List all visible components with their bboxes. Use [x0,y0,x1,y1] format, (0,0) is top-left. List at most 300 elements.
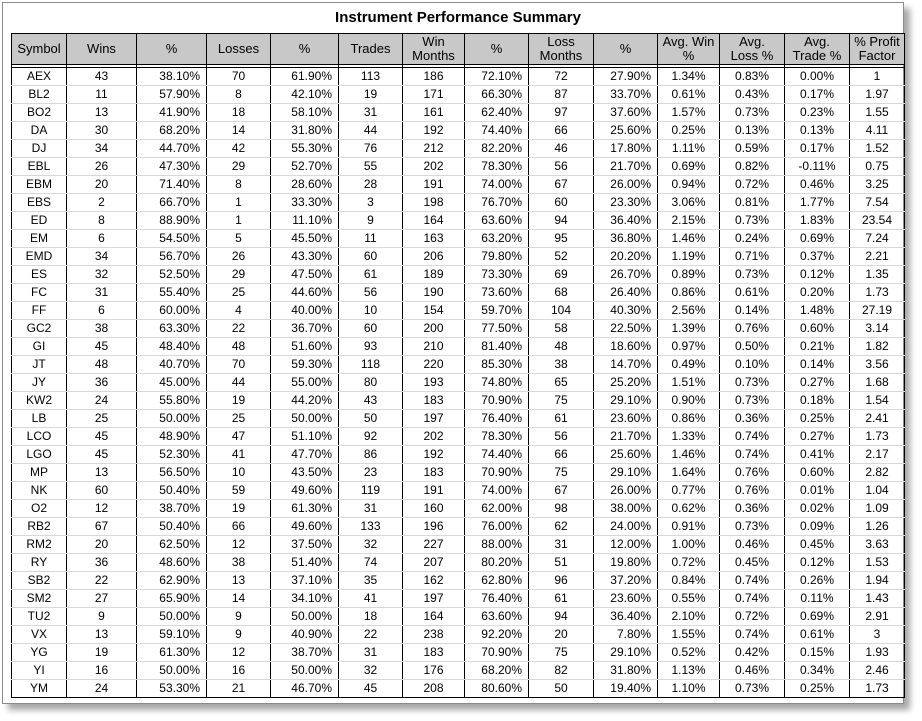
table-cell: 37.20% [594,572,658,590]
table-cell: 0.11% [785,590,850,608]
table-cell: 0.94% [658,176,720,194]
table-cell: 29.10% [594,392,658,410]
table-cell: 0.00% [785,68,850,86]
table-cell: 1.97 [850,86,905,104]
table-cell: 54.50% [137,230,207,248]
table-cell: 162 [403,572,465,590]
symbol-cell: LCO [12,428,67,446]
table-cell: 49.60% [271,518,339,536]
table-row [12,464,905,482]
table-cell: 20 [67,536,137,554]
table-cell: 20 [67,176,137,194]
table-cell: 61 [529,590,594,608]
column-header: Trades [339,34,403,65]
table-cell: 118 [339,356,403,374]
table-cell: 202 [403,428,465,446]
table-cell: 77.50% [465,320,529,338]
table-cell: 0.73% [720,680,785,698]
table-cell: 0.86% [658,284,720,302]
table-cell: 19.40% [594,680,658,698]
table-cell: 1.39% [658,320,720,338]
table-cell: 37.50% [271,536,339,554]
table-row [12,482,905,500]
table-row [12,572,905,590]
table-cell: 1.10% [658,680,720,698]
table-cell: 47 [207,428,271,446]
report-frame [2,2,904,704]
symbol-cell: RY [12,554,67,572]
table-cell: 75 [529,644,594,662]
table-cell: 14 [207,590,271,608]
table-cell: 88.90% [137,212,207,230]
table-cell: 0.72% [720,608,785,626]
table-cell: 1.57% [658,104,720,122]
table-cell: 1.51% [658,374,720,392]
table-cell: 48 [529,338,594,356]
table-cell: 72.10% [465,68,529,86]
symbol-cell: AEX [12,68,67,86]
table-cell: 68.20% [137,122,207,140]
table-cell: 88.00% [465,536,529,554]
table-cell: 20 [529,626,594,644]
symbol-cell: O2 [12,500,67,518]
table-cell: 55 [339,158,403,176]
table-cell: 25.60% [594,122,658,140]
table-cell: 26.40% [594,284,658,302]
symbol-cell: EM [12,230,67,248]
table-cell: 29.10% [594,464,658,482]
table-cell: 19.80% [594,554,658,572]
column-header: Win Months [403,34,465,65]
table-cell: 42.10% [271,86,339,104]
table-cell: 86 [339,446,403,464]
table-cell: 0.74% [720,626,785,644]
table-cell: 1.04 [850,482,905,500]
table-cell: 47.50% [271,266,339,284]
table-cell: 38.70% [271,644,339,662]
table-row [12,410,905,428]
table-cell: 26.70% [594,266,658,284]
table-row [12,194,905,212]
table-cell: 50.40% [137,518,207,536]
table-cell: 23.54 [850,212,905,230]
table-cell: 44 [339,122,403,140]
table-cell: 70.90% [465,464,529,482]
table-cell: 61 [529,410,594,428]
table-cell: 48.40% [137,338,207,356]
table-cell: 47.30% [137,158,207,176]
table-cell: 13 [67,104,137,122]
table-cell: 0.18% [785,392,850,410]
table-cell: 51 [529,554,594,572]
table-cell: 0.13% [720,122,785,140]
symbol-cell: ES [12,266,67,284]
table-cell: 45 [67,338,137,356]
table-cell: 58 [529,320,594,338]
table-cell: 36.80% [594,230,658,248]
table-row [12,500,905,518]
header-row [12,34,905,65]
table-cell: 0.55% [658,590,720,608]
performance-table [11,33,905,698]
table-cell: 0.34% [785,662,850,680]
table-cell: 0.10% [720,356,785,374]
table-cell: 202 [403,158,465,176]
table-cell: 34.10% [271,590,339,608]
table-row [12,68,905,86]
table-cell: 0.72% [658,554,720,572]
table-cell: 0.73% [720,212,785,230]
table-cell: 56 [339,284,403,302]
table-cell: 1.55% [658,626,720,644]
table-cell: 3.63 [850,536,905,554]
symbol-cell: YM [12,680,67,698]
table-cell: 1.43 [850,590,905,608]
symbol-cell: BL2 [12,86,67,104]
symbol-cell: SB2 [12,572,67,590]
table-cell: 0.37% [785,248,850,266]
column-header: Loss Months [529,34,594,65]
table-cell: 34 [67,140,137,158]
table-cell: 1.46% [658,230,720,248]
table-cell: 80 [339,374,403,392]
table-cell: 1 [207,212,271,230]
table-cell: 2.82 [850,464,905,482]
table-cell: 191 [403,176,465,194]
table-cell: 220 [403,356,465,374]
symbol-cell: LGO [12,446,67,464]
table-cell: 1.13% [658,662,720,680]
table-cell: 238 [403,626,465,644]
table-cell: 0.27% [785,428,850,446]
table-cell: 68 [529,284,594,302]
table-cell: 31 [67,284,137,302]
table-cell: 0.84% [658,572,720,590]
table-cell: 0.69% [658,158,720,176]
column-header: Losses [207,34,271,65]
table-cell: 59 [207,482,271,500]
table-cell: 61.30% [137,644,207,662]
table-cell: 94 [529,608,594,626]
table-cell: 7.54 [850,194,905,212]
symbol-cell: YG [12,644,67,662]
table-cell: 25.60% [594,446,658,464]
table-cell: 30 [67,122,137,140]
table-cell: 191 [403,482,465,500]
table-cell: 2.46 [850,662,905,680]
table-cell: 50.00% [271,410,339,428]
table-cell: 0.72% [720,176,785,194]
table-cell: 197 [403,590,465,608]
table-cell: 0.27% [785,374,850,392]
table-cell: 41 [207,446,271,464]
table-cell: 56 [529,158,594,176]
table-cell: 183 [403,644,465,662]
table-cell: 62.40% [465,104,529,122]
column-header: % [271,34,339,65]
table-cell: 210 [403,338,465,356]
table-cell: 48 [207,338,271,356]
table-cell: 192 [403,122,465,140]
table-cell: 11 [67,86,137,104]
symbol-cell: RB2 [12,518,67,536]
table-cell: 63.20% [465,230,529,248]
table-cell: 192 [403,446,465,464]
table-cell: 12 [207,536,271,554]
table-cell: 74.80% [465,374,529,392]
symbol-cell: EBS [12,194,67,212]
table-cell: 87 [529,86,594,104]
table-cell: 26 [207,248,271,266]
table-cell: 63.60% [465,212,529,230]
table-cell: 8 [207,176,271,194]
table-cell: 31 [529,536,594,554]
table-cell: 85.30% [465,356,529,374]
table-cell: 52.30% [137,446,207,464]
table-cell: 3.25 [850,176,905,194]
table-cell: 0.41% [785,446,850,464]
table-cell: 0.83% [720,68,785,86]
table-cell: 1.34% [658,68,720,86]
table-cell: 61 [339,266,403,284]
table-cell: 0.01% [785,482,850,500]
table-cell: 227 [403,536,465,554]
table-cell: 57.90% [137,86,207,104]
table-cell: 67 [529,176,594,194]
table-cell: 0.14% [785,356,850,374]
symbol-cell: ED [12,212,67,230]
table-cell: 6 [67,302,137,320]
table-cell: 1.53 [850,554,905,572]
table-cell: 66.30% [465,86,529,104]
table-cell: 67 [529,482,594,500]
table-cell: 7.24 [850,230,905,248]
table-cell: 45.00% [137,374,207,392]
table-cell: 208 [403,680,465,698]
table-cell: 28 [339,176,403,194]
table-cell: 98 [529,500,594,518]
table-cell: 1.82 [850,338,905,356]
table-cell: 0.50% [720,338,785,356]
table-cell: 36 [67,554,137,572]
table-cell: 0.49% [658,356,720,374]
table-cell: 0.36% [720,500,785,518]
table-cell: 51.40% [271,554,339,572]
table-row [12,302,905,320]
table-cell: 70.90% [465,644,529,662]
table-cell: 74.40% [465,122,529,140]
report-title: Instrument Performance Summary [335,9,581,26]
table-cell: 0.45% [720,554,785,572]
table-cell: 23.60% [594,590,658,608]
table-cell: 75 [529,464,594,482]
table-row [12,158,905,176]
table-cell: 1.48% [785,302,850,320]
table-cell: 24 [67,680,137,698]
table-cell: 43.30% [271,248,339,266]
table-cell: 0.09% [785,518,850,536]
table-cell: 43 [67,68,137,86]
column-header: % [594,34,658,65]
table-cell: 3.06% [658,194,720,212]
table-cell: 82.20% [465,140,529,158]
table-cell: 21.70% [594,158,658,176]
table-cell: 1.93 [850,644,905,662]
table-cell: 0.12% [785,266,850,284]
column-header: Avg. Trade % [785,34,850,65]
table-cell: 183 [403,392,465,410]
table-cell: 0.73% [720,374,785,392]
table-cell: 9 [207,626,271,644]
table-cell: 38.10% [137,68,207,86]
table-row [12,536,905,554]
table-cell: 50 [529,680,594,698]
table-cell: 40.70% [137,356,207,374]
table-cell: 11.10% [271,212,339,230]
table-cell: 0.71% [720,248,785,266]
table-cell: 13 [67,464,137,482]
table-cell: 0.24% [720,230,785,248]
table-cell: 56.50% [137,464,207,482]
table-cell: 36.70% [271,320,339,338]
table-cell: 0.74% [720,590,785,608]
table-cell: 2.21 [850,248,905,266]
symbol-cell: JT [12,356,67,374]
table-cell: 51.10% [271,428,339,446]
table-cell: 0.61% [720,284,785,302]
symbol-cell: EMD [12,248,67,266]
table-cell: 164 [403,212,465,230]
table-row [12,374,905,392]
table-cell: 59.30% [271,356,339,374]
table-cell: 5 [207,230,271,248]
table-row [12,338,905,356]
column-header: Avg. Loss % [720,34,785,65]
table-cell: 55.00% [271,374,339,392]
table-cell: 61.90% [271,68,339,86]
symbol-cell: SM2 [12,590,67,608]
table-cell: 113 [339,68,403,86]
table-cell: 29.10% [594,644,658,662]
table-row [12,140,905,158]
symbol-cell: EBM [12,176,67,194]
table-cell: 1.46% [658,446,720,464]
symbol-cell: MP [12,464,67,482]
table-cell: 2.56% [658,302,720,320]
table-cell: 0.86% [658,410,720,428]
table-cell: 63.30% [137,320,207,338]
symbol-cell: FF [12,302,67,320]
table-cell: -0.11% [785,158,850,176]
table-cell: 26.00% [594,176,658,194]
table-row [12,608,905,626]
table-cell: 38 [529,356,594,374]
table-cell: 198 [403,194,465,212]
table-cell: 9 [207,608,271,626]
table-cell: 44.60% [271,284,339,302]
table-cell: 1.33% [658,428,720,446]
table-cell: 14.70% [594,356,658,374]
table-cell: 48.60% [137,554,207,572]
table-cell: 71.40% [137,176,207,194]
column-header: % Profit Factor [850,34,905,65]
table-cell: 96 [529,572,594,590]
table-cell: 25 [207,284,271,302]
table-cell: 1 [207,194,271,212]
table-cell: 0.23% [785,104,850,122]
table-cell: 119 [339,482,403,500]
table-cell: 62.90% [137,572,207,590]
table-cell: 45 [67,446,137,464]
table-cell: 0.25% [785,680,850,698]
table-cell: 1.83% [785,212,850,230]
table-cell: 46 [529,140,594,158]
table-cell: 19 [339,86,403,104]
table-cell: 1.94 [850,572,905,590]
table-cell: 1.64% [658,464,720,482]
table-cell: 0.61% [785,626,850,644]
table-cell: 82 [529,662,594,680]
table-row [12,428,905,446]
table-cell: 75 [529,392,594,410]
table-cell: 18 [339,608,403,626]
table-cell: 41.90% [137,104,207,122]
table-cell: 44.70% [137,140,207,158]
table-cell: 2.91 [850,608,905,626]
table-cell: 59.10% [137,626,207,644]
table-cell: 206 [403,248,465,266]
table-row [12,248,905,266]
table-cell: 55.40% [137,284,207,302]
column-header: Wins [67,34,137,65]
table-cell: 12 [67,500,137,518]
table-cell: 0.89% [658,266,720,284]
symbol-cell: GI [12,338,67,356]
table-cell: 52.70% [271,158,339,176]
table-cell: 92.20% [465,626,529,644]
table-cell: 52.50% [137,266,207,284]
table-cell: 0.73% [720,266,785,284]
table-cell: 44.20% [271,392,339,410]
table-cell: 67 [67,518,137,536]
table-cell: 73.60% [465,284,529,302]
table-cell: 60 [339,248,403,266]
table-cell: 23.60% [594,410,658,428]
table-cell: 0.61% [658,86,720,104]
table-cell: 22.50% [594,320,658,338]
symbol-cell: LB [12,410,67,428]
table-row [12,590,905,608]
table-cell: 62 [529,518,594,536]
table-cell: 41 [339,590,403,608]
table-cell: 0.43% [720,86,785,104]
table-row [12,122,905,140]
table-body [12,65,905,698]
table-cell: 50.00% [271,662,339,680]
table-cell: 161 [403,104,465,122]
table-cell: 45 [67,428,137,446]
table-cell: 60 [339,320,403,338]
table-cell: 59.70% [465,302,529,320]
table-cell: 74.00% [465,176,529,194]
table-cell: 16 [207,662,271,680]
table-cell: 0.36% [720,410,785,428]
table-cell: 31.80% [594,662,658,680]
table-row [12,662,905,680]
table-cell: 0.60% [785,320,850,338]
table-cell: 21 [207,680,271,698]
table-cell: 1.73 [850,680,905,698]
